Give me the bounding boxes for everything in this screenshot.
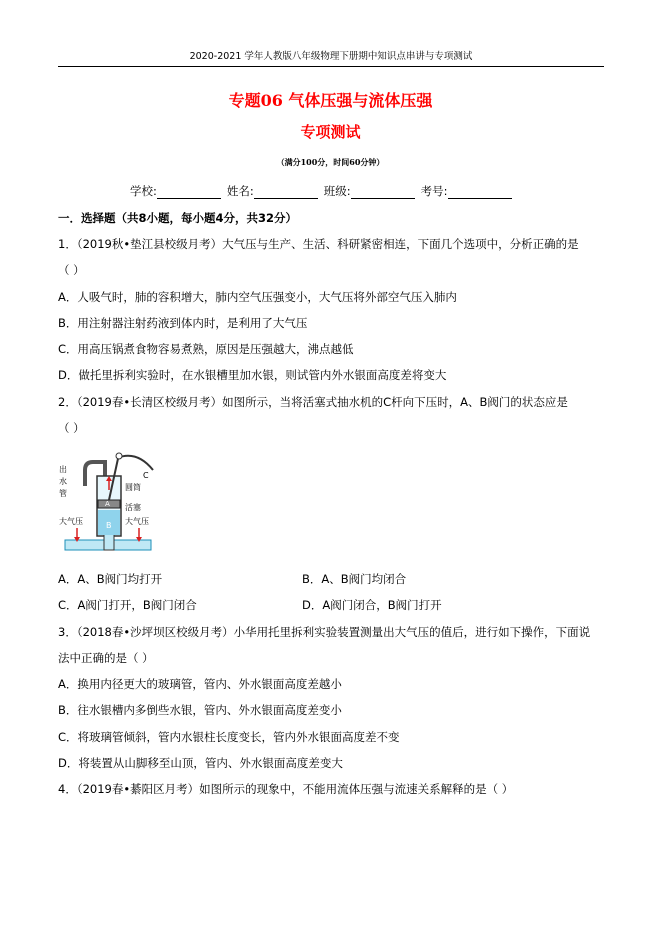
class-field[interactable] — [351, 186, 415, 199]
number-field[interactable] — [448, 186, 512, 199]
q3-stem-cont: 法中正确的是（ ） — [58, 651, 154, 665]
q2-option-b: B．A、B阀门均闭合 — [302, 572, 407, 586]
label-c: C — [143, 471, 149, 480]
q1-stem: 1．（2019秋•垫江县校级月考）大气压与生产、生活、科研紧密相连，下面几个选项中，分析正确的是 — [58, 237, 579, 251]
q2-paren: （ ） — [58, 421, 85, 435]
q3-option-d: D．将装置从山脚移至山顶，管内、外水银面高度差变大 — [58, 756, 343, 770]
label-cylinder: 圆筒 — [125, 483, 141, 492]
q3-option-b: B．往水银槽内多倒些水银，管内、外水银面高度差变小 — [58, 703, 342, 717]
q1-paren: （ ） — [58, 263, 85, 277]
q2-option-d: D．A阀门闭合，B阀门打开 — [302, 598, 442, 612]
label-valve-a: A — [105, 500, 110, 508]
page-header: 2020-2021 学年人教版八年级物理下册期中知识点串讲与专项测试 — [58, 50, 604, 67]
q1-option-d: D．做托里拆利实验时，在水银槽里加水银，则试管内外水银面高度差将变大 — [58, 368, 447, 382]
q2-stem: 2．（2019春•长清区校级月考）如图所示，当将活塞式抽水机的C杆向下压时，A、B阀门的状态应是 — [58, 395, 568, 409]
student-info-row — [130, 183, 512, 199]
school-label: 学校: — [130, 184, 157, 198]
name-field[interactable] — [254, 186, 318, 199]
label-piston: 活塞 — [125, 503, 141, 512]
name-label: 姓名: — [226, 184, 254, 198]
number-label: 考号: — [420, 184, 448, 198]
q1-option-b: B．用注射器注射药液到体内时，是利用了大气压 — [58, 316, 308, 330]
q1-option-a: A．人吸气时，肺的容积增大，肺内空气压强变小，大气压将外部空气压入肺内 — [58, 290, 457, 304]
q2-option-c: C．A阀门打开，B阀门闭合 — [58, 598, 197, 612]
page-subtitle: 专项测试 — [300, 123, 361, 141]
q4-stem: 4．（2019春•綦阳区月考）如图所示的现象中，不能用流体压强与流速关系解释的是（ ） — [58, 782, 514, 796]
pump-diagram — [57, 448, 157, 558]
label-chu: 出 — [59, 465, 67, 474]
score-note: （满分100分，时间60分钟） — [276, 157, 385, 167]
label-valve-b: B — [106, 521, 112, 530]
q2-option-a: A．A、B阀门均打开 — [58, 572, 163, 586]
q3-stem: 3．（2018春•沙坪坝区校级月考）小华用托里拆利实验装置测量出大气压的值后，进行如下操作，下面说 — [58, 625, 591, 639]
page-title: 专题06 气体压强与流体压强 — [228, 91, 433, 110]
school-field[interactable] — [157, 186, 221, 199]
label-pressure-right: 大气压 — [125, 517, 149, 526]
class-label: 班级: — [323, 184, 351, 198]
label-shui: 水 — [59, 477, 67, 486]
label-pressure-left: 大气压 — [59, 517, 83, 526]
q3-option-a: A．换用内径更大的玻璃管，管内、外水银面高度差越小 — [58, 677, 342, 691]
label-guan: 管 — [59, 489, 67, 498]
q1-option-c: C．用高压锅煮食物容易煮熟，原因是压强越大，沸点越低 — [58, 342, 354, 356]
q3-option-c: C．将玻璃管倾斜，管内水银柱长度变长，管内外水银面高度差不变 — [58, 730, 400, 744]
section-heading: 一．选择题（共8小题，每小题4分，共32分） — [58, 211, 298, 225]
